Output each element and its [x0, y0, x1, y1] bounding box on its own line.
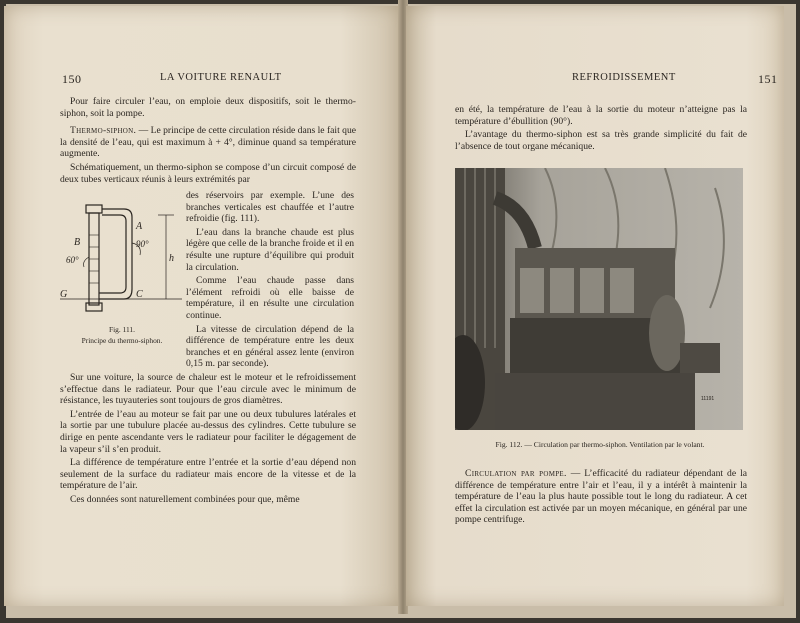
right-top-text — [455, 104, 747, 154]
label-90: 90° — [136, 239, 149, 249]
thermo-heading: Thermo-siphon. — [70, 125, 137, 137]
thermo-paragraph — [60, 125, 356, 160]
engine-photo — [455, 168, 743, 430]
top-reservoir — [86, 205, 102, 213]
paragraph-voiture: Sur une voiture, la source de chaleur est le moteur et le refroidissement s’effectue dans le radiateur. Pour que l’eau circule avec le minimum de résistance, les tuyauteries sont toujours de gros diamètres. — [60, 372, 356, 407]
intro-paragraph: Pour faire circuler l’eau, on emploie deux dispositifs, soit le thermo-siphon, soit la pompe. — [60, 96, 356, 119]
photo-mark: 11191 — [701, 396, 715, 402]
label-b: B — [74, 237, 81, 248]
fig112-caption: Fig. 112. — Circulation par thermo-siphon. Ventilation par le volant. — [495, 440, 705, 449]
left-page-number: 150 — [62, 72, 82, 86]
label-h: h — [169, 253, 174, 264]
pump-paragraph — [455, 468, 747, 528]
side-paragraph-3: Comme l’eau chaude passe dans l’élément refroidi où elle baisse de température, il en résulte une circulation continue. — [186, 275, 354, 321]
fig111-title: Principe du thermo-siphon. — [81, 336, 163, 345]
side-paragraph-4: La vitesse de circulation dépend de la différence de température entre les deux branches et en général assez lente (environ 0,15 m. par seconde). — [186, 323, 354, 370]
right-running-head: REFROIDISSEMENT — [572, 72, 676, 83]
fig111-number: Fig. 111. — [109, 325, 135, 334]
label-c: C — [136, 289, 143, 300]
right-page-number: 151 — [758, 72, 778, 86]
left-running-head: LA VOITURE RENAULT — [160, 72, 282, 83]
thermo-siphon-diagram — [58, 195, 186, 320]
paragraph-difference: La différence de température entre l’entrée et la sortie d’eau dépend non seulement de la surface du radiateur mais encore de la vitesse et de la température de l’air. — [60, 457, 356, 492]
angle-mark-60 — [84, 257, 89, 267]
paragraph-entree: L’entrée de l’eau au moteur se fait par une ou deux tubulures latérales et la sortie par une tubulure placée au-dessus des cylindres. Cette tubulure se dirige en pente ascendante vers le radiateur pour faciliter le dégagement de la vapeur s’il s’en produit. — [60, 408, 356, 455]
pump-heading: Circulation par pompe. — [465, 468, 567, 479]
thermo-text: — Le principe de cette circulation réside dans le fait que la densité de l’eau, qui est maximum à + 4°, diminue quand sa température augmente. — [60, 125, 356, 160]
label-a: A — [136, 221, 143, 232]
side-paragraph-1: des réservoirs par exemple. L’une des branches verticales est chauffée et l’autre refroidie (fig. 111). — [186, 190, 354, 225]
magneto — [649, 295, 685, 371]
right-branch-inner — [99, 215, 126, 293]
right-branch — [99, 209, 132, 299]
label-g: G — [60, 289, 68, 300]
left-bottom-text — [60, 372, 356, 508]
paragraph-avantage: L’avantage du thermo-siphon est sa très grande simplicité du fait de l’absence de tout organe mécanique. — [455, 129, 747, 152]
fig111-caption — [58, 324, 186, 346]
left-top-text — [60, 96, 356, 187]
label-60: 60° — [66, 255, 79, 265]
pump-text: — L’efficacité du radiateur dépendant de la différence de température entre l’air et l’eau, il y a intérêt à maintenir la température de l’eau la plus haute possible tout le long du radiateur. A cet effet la circulation est activée par un moyen mécanique, en général par une pompe centrifuge. — [455, 468, 747, 526]
paragraph-ete: en été, la température de l’eau à la sortie du moteur n’atteigne pas la température d’ébullition (90°). — [455, 104, 747, 127]
schema-intro-paragraph: Schématiquement, un thermo-siphon se compose d’un circuit composé de deux tubes verticaux réunis à leurs extrémités par — [60, 161, 356, 185]
side-paragraph-2: L’eau dans la branche chaude est plus légère que celle de la branche froide et il en résulte une rupture d’équilibre qui produit la circulation. — [186, 226, 354, 273]
left-side-text — [186, 190, 354, 372]
paragraph-donnees: Ces données sont naturellement combinées pour que, même — [70, 493, 300, 505]
